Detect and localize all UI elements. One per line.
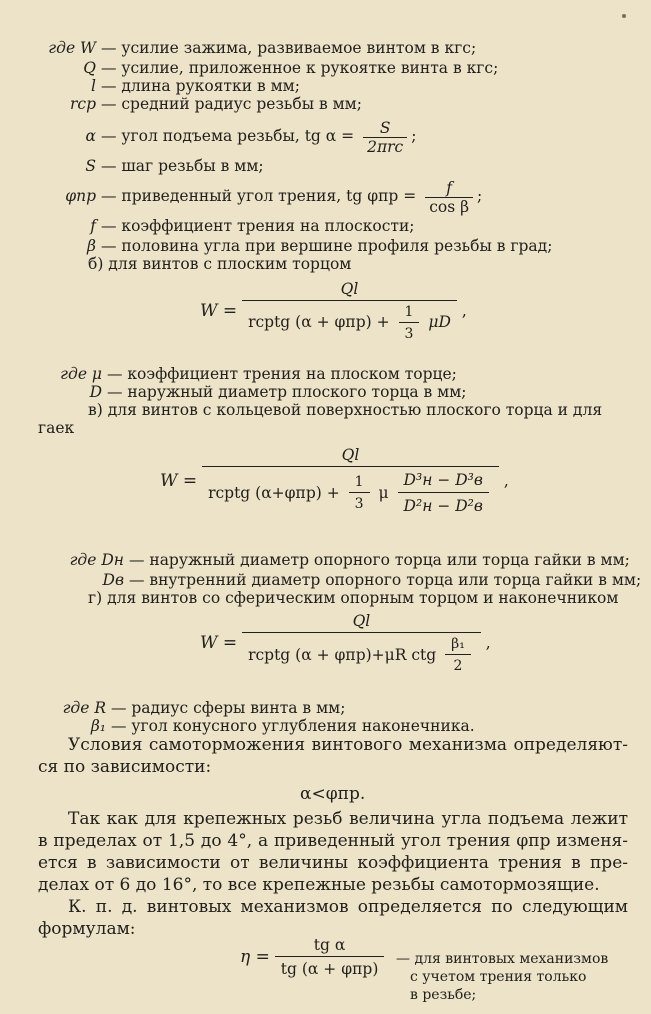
formula-numerator: tg α — [313, 936, 346, 954]
def-dash: — — [100, 59, 117, 77]
denominator-part: μD — [428, 313, 451, 331]
def-mu — [38, 364, 457, 384]
efficiency-note-line2: с учетом трения только — [410, 969, 587, 985]
formula-numerator: Ql — [340, 280, 359, 298]
def-text: шаг резьбы в мм; — [121, 157, 264, 175]
def-w — [38, 38, 476, 58]
fraction-denominator: 2πrс — [363, 137, 407, 156]
paragraph-efficiency: К. п. д. винтовых механизмов определяется по следующим формулам: — [38, 897, 628, 939]
one-third-denominator: 3 — [399, 322, 420, 342]
def-q — [38, 58, 498, 78]
def-f — [38, 216, 415, 236]
def-d — [38, 382, 466, 402]
def-beta1 — [38, 716, 475, 736]
item-g-heading: г) для винтов со сферическим опорным торцом и наконечником — [88, 589, 619, 607]
fraction-denominator: cos β — [425, 197, 473, 216]
def-text: приведенный угол трения, tg φпр = — [121, 187, 417, 205]
def-dash: — — [100, 39, 117, 57]
def-symbol: где R — [62, 699, 106, 717]
formula-tail: , — [503, 472, 509, 490]
def-beta — [38, 236, 552, 256]
formula-numerator: Ql — [352, 612, 371, 630]
efficiency-note-line1: — для винтовых механизмов — [396, 951, 609, 967]
fraction-alpha — [363, 119, 407, 156]
def-rcp — [38, 94, 362, 114]
def-text: средний радиус резьбы в мм; — [121, 95, 362, 113]
formula-fraction — [242, 280, 457, 342]
item-b-heading: б) для винтов с плоским торцом — [88, 255, 352, 273]
def-text: половина угла при вершине профиля резьбы в град; — [121, 237, 553, 255]
def-text: коэффициент трения на плоскости; — [121, 217, 415, 235]
one-third-numerator: 1 — [404, 304, 414, 320]
def-symbol: rср — [69, 95, 96, 113]
formula-denominator — [202, 466, 499, 516]
formula-tail: , — [485, 634, 491, 652]
item-v-continuation: гаек — [38, 419, 75, 437]
def-text: угол подъема резьбы, tg α = — [121, 127, 355, 145]
def-dash: — — [100, 187, 117, 205]
beta-half — [445, 636, 471, 674]
formula-spherical-end — [200, 612, 491, 674]
denominator-part: rсрtg (α+φпр) + — [208, 484, 340, 502]
def-dash: — — [100, 95, 117, 113]
diameter-ratio-denominator: D²н − D²в — [398, 492, 489, 516]
def-symbol: Dв — [102, 571, 124, 589]
paragraph-fastener-threads: Так как для крепежных резьб величина угла подъема лежит в пределах от 1,5 до 4°, а приведенный угол трения φпр изменя-ется в зависимости от величины коэффициента трения в пре-делах от 6 до 16°, то все крепежные резьбы самотормозящие. — [38, 809, 628, 895]
def-text: усилие зажима, развиваемое винтом в кгс; — [121, 39, 477, 57]
beta-half-denominator: 2 — [445, 654, 471, 674]
item-v-heading: в) для винтов с кольцевой поверхностью плоского торца и для — [88, 401, 603, 419]
fraction-tail: ; — [411, 127, 417, 145]
formula-ring-end — [160, 446, 509, 516]
def-text: — наружный диаметр плоского торца в мм; — [106, 383, 467, 401]
diameter-ratio — [398, 470, 489, 516]
fraction-tail: ; — [477, 187, 483, 205]
self-braking-condition: α<φпр. — [300, 784, 366, 804]
print-speck — [622, 14, 626, 18]
def-symbol: где μ — [60, 365, 102, 383]
def-symbol: D — [89, 383, 102, 401]
beta-half-numerator: β₁ — [451, 636, 465, 652]
def-l — [38, 76, 300, 96]
def-dn — [38, 550, 630, 570]
formula-fraction — [275, 936, 385, 978]
def-r — [38, 698, 345, 718]
def-text: — коэффициент трения на плоском торце; — [106, 365, 457, 383]
def-phi — [38, 176, 482, 216]
formula-flat-end — [200, 280, 467, 342]
def-symbol: α — [85, 127, 96, 145]
one-third-denominator: 3 — [349, 492, 370, 512]
denominator-part: rсрtg (α + φпр)+μR ctg — [248, 646, 437, 664]
def-dash: — — [100, 157, 117, 175]
def-dash: — — [100, 237, 117, 255]
one-third — [349, 474, 370, 512]
formula-fraction — [242, 612, 481, 674]
paragraph-self-braking: Условия самоторможения винтового механизма определяют-ся по зависимости: — [38, 735, 628, 777]
one-third — [399, 304, 420, 342]
def-dash: — — [100, 217, 117, 235]
def-alpha — [38, 116, 416, 156]
fraction-phi — [425, 179, 473, 216]
formula-denominator: tg (α + φпр) — [275, 956, 385, 978]
fraction-numerator: S — [379, 118, 391, 137]
def-symbol: β — [87, 237, 96, 255]
def-dash: — — [100, 77, 117, 95]
def-dash: — — [100, 127, 117, 145]
def-symbol: l — [91, 77, 96, 95]
def-text: — угол конусного углубления наконечника. — [110, 717, 475, 735]
formula-efficiency — [240, 936, 384, 978]
def-text: — радиус сферы винта в мм; — [110, 699, 346, 717]
def-text: усилие, приложенное к рукоятке винта в кгс; — [121, 59, 499, 77]
efficiency-note-line3: в резьбе; — [410, 987, 477, 1003]
formula-fraction — [202, 446, 499, 516]
formula-lhs: W = — [160, 471, 198, 491]
def-dv — [38, 570, 641, 590]
formula-lhs: W = — [200, 633, 238, 653]
def-symbol: где Dн — [69, 551, 124, 569]
def-symbol: S — [85, 157, 96, 175]
def-text: — наружный диаметр опорного торца или торца гайки в мм; — [128, 551, 630, 569]
def-symbol: Q — [83, 59, 96, 77]
formula-lhs: η = — [240, 947, 270, 967]
fraction-numerator: f — [446, 178, 452, 197]
formula-numerator: Ql — [341, 446, 360, 464]
formula-tail: , — [461, 302, 467, 320]
one-third-numerator: 1 — [354, 474, 364, 490]
def-symbol: где W — [48, 39, 96, 57]
diameter-ratio-numerator: D³н − D³в — [403, 471, 483, 489]
def-symbol: β₁ — [90, 717, 106, 735]
formula-denominator — [242, 300, 457, 342]
def-symbol: φпр — [65, 187, 96, 205]
formula-lhs: W = — [200, 301, 238, 321]
denominator-mu: μ — [378, 484, 389, 502]
formula-denominator — [242, 632, 481, 674]
denominator-part: rсрtg (α + φпр) + — [248, 313, 390, 331]
def-text: — внутренний диаметр опорного торца или торца гайки в мм; — [128, 571, 642, 589]
def-s — [38, 156, 264, 176]
def-text: длина рукоятки в мм; — [121, 77, 300, 95]
def-symbol: f — [90, 217, 96, 235]
